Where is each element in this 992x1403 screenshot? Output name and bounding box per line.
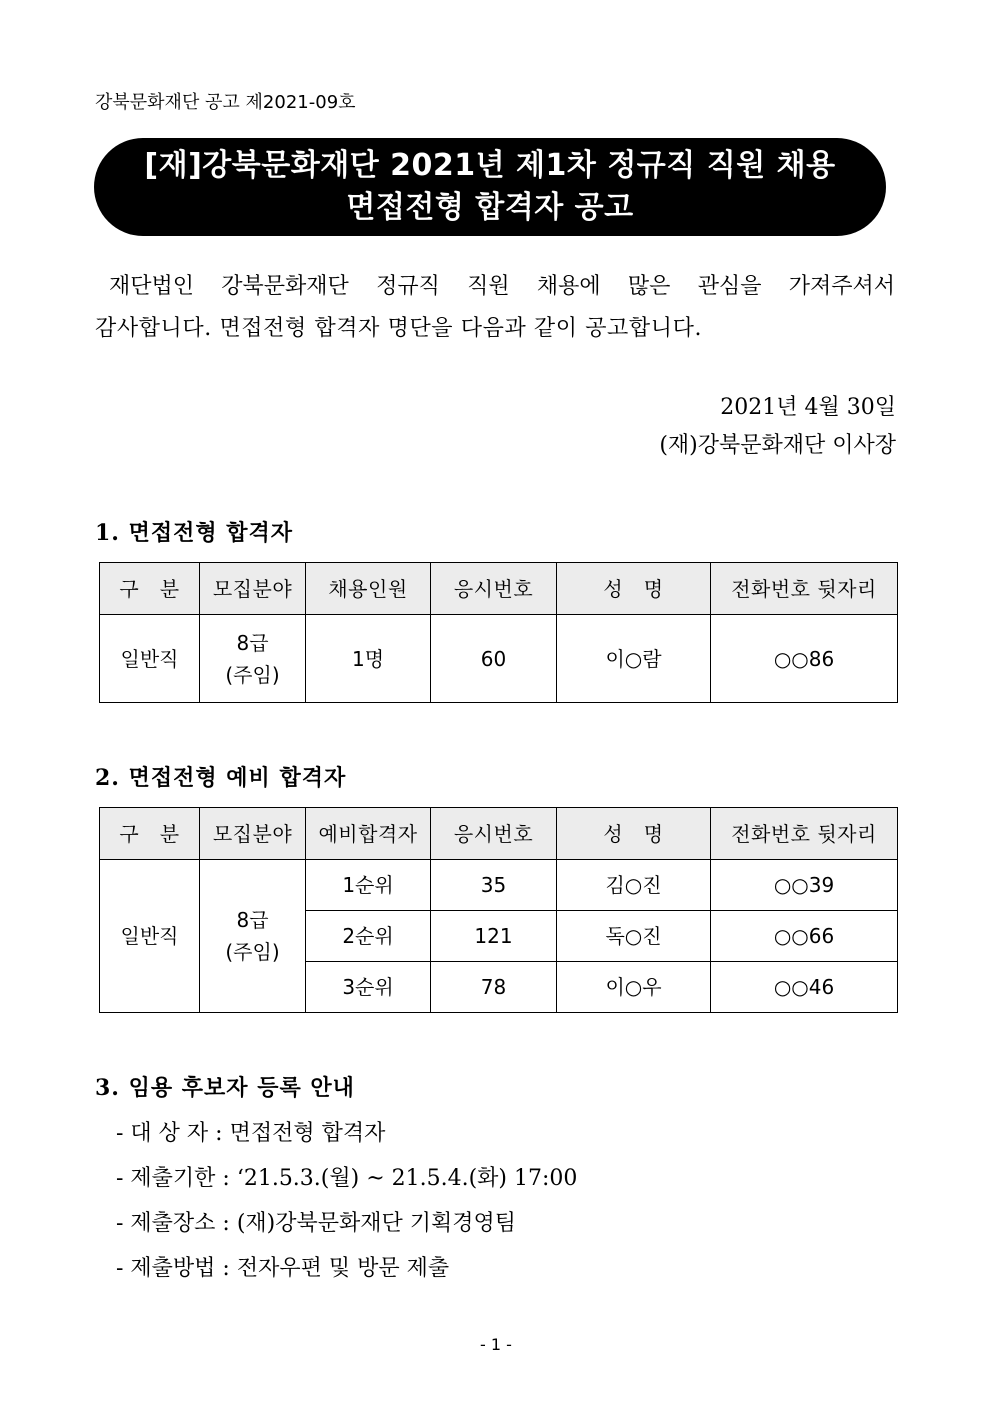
cell-count: 1명 [306, 615, 431, 703]
cell-exam-no: 60 [431, 615, 557, 703]
table-row [100, 615, 898, 703]
intro-word: 많은 [627, 274, 671, 299]
intro-word: 강북문화재단 [221, 274, 349, 299]
cell-exam-no: 121 [431, 911, 557, 962]
header-category: 구 분 [100, 808, 200, 860]
notice-number: 강북문화재단 공고 제2021-09호 [95, 92, 356, 113]
header-phone: 전화번호 뒷자리 [711, 808, 898, 860]
table-header-row [100, 808, 898, 860]
cell-rank: 1순위 [306, 860, 431, 911]
signatory: (재)강북문화재단 이사장 [659, 433, 896, 458]
cell-rank: 3순위 [306, 962, 431, 1013]
section-2-title: 2. 면접전형 예비 합격자 [95, 765, 347, 791]
guide-deadline: - 제출기한 : ‘21.5.3.(월) ~ 21.5.4.(화) 17:00 [116, 1166, 578, 1191]
table-row [100, 860, 898, 911]
intro-paragraph [95, 266, 895, 350]
cell-phone: ○○86 [711, 615, 898, 703]
intro-word: 관심을 [697, 274, 762, 299]
header-exam-no: 응시번호 [431, 563, 557, 615]
header-exam-no: 응시번호 [431, 808, 557, 860]
cell-category: 일반직 [100, 615, 200, 703]
field-grade: 8급 [236, 908, 269, 932]
reserve-passers-table [99, 807, 898, 1013]
header-name: 성 명 [557, 808, 711, 860]
intro-word: 재단법인 [109, 274, 195, 299]
intro-word: 채용에 [536, 274, 601, 299]
cell-exam-no: 78 [431, 962, 557, 1013]
cell-name: 이○우 [557, 962, 711, 1013]
field-grade: 8급 [236, 630, 269, 655]
guide-place: - 제출장소 : (재)강북문화재단 기획경영팀 [116, 1211, 517, 1236]
passers-table [99, 562, 898, 703]
section-3-title: 3. 임용 후보자 등록 안내 [95, 1075, 355, 1101]
cell-name: 김○진 [557, 860, 711, 911]
intro-word: 정규직 [376, 274, 440, 299]
header-field: 모집분야 [200, 563, 306, 615]
cell-name: 이○람 [557, 615, 711, 703]
cell-exam-no: 35 [431, 860, 557, 911]
cell-rank: 2순위 [306, 911, 431, 962]
header-field: 모집분야 [200, 808, 306, 860]
header-category: 구 분 [100, 563, 200, 615]
header-phone: 전화번호 뒷자리 [711, 563, 898, 615]
table-header-row [100, 563, 898, 615]
notice-date: 2021년 4월 30일 [720, 395, 896, 420]
field-position: (주임) [225, 940, 280, 964]
header-count: 채용인원 [306, 563, 431, 615]
guide-target: - 대 상 자 : 면접전형 합격자 [116, 1121, 386, 1146]
title-banner [94, 138, 886, 236]
cell-phone: ○○39 [711, 860, 898, 911]
cell-category: 일반직 [100, 860, 200, 1013]
intro-word: 가져주셔서 [788, 274, 895, 299]
title-line-1: [재]강북문화재단 2021년 제1차 정규직 직원 채용 [144, 148, 836, 183]
cell-field [200, 860, 306, 1013]
section-1-title: 1. 면접전형 합격자 [95, 520, 294, 546]
header-name: 성 명 [557, 563, 711, 615]
cell-phone: ○○46 [711, 962, 898, 1013]
header-reserve: 예비합격자 [306, 808, 431, 860]
title-line-2: 면접전형 합격자 공고 [346, 190, 634, 225]
cell-phone: ○○66 [711, 911, 898, 962]
intro-line-2: 감사합니다. 면접전형 합격자 명단을 다음과 같이 공고합니다. [95, 316, 703, 341]
cell-field [200, 615, 306, 703]
cell-name: 독○진 [557, 911, 711, 962]
intro-line-1 [95, 266, 895, 308]
field-position: (주임) [225, 662, 280, 687]
page-number: - 1 - [480, 1335, 512, 1354]
intro-word: 직원 [467, 274, 510, 299]
guide-method: - 제출방법 : 전자우편 및 방문 제출 [116, 1256, 450, 1281]
